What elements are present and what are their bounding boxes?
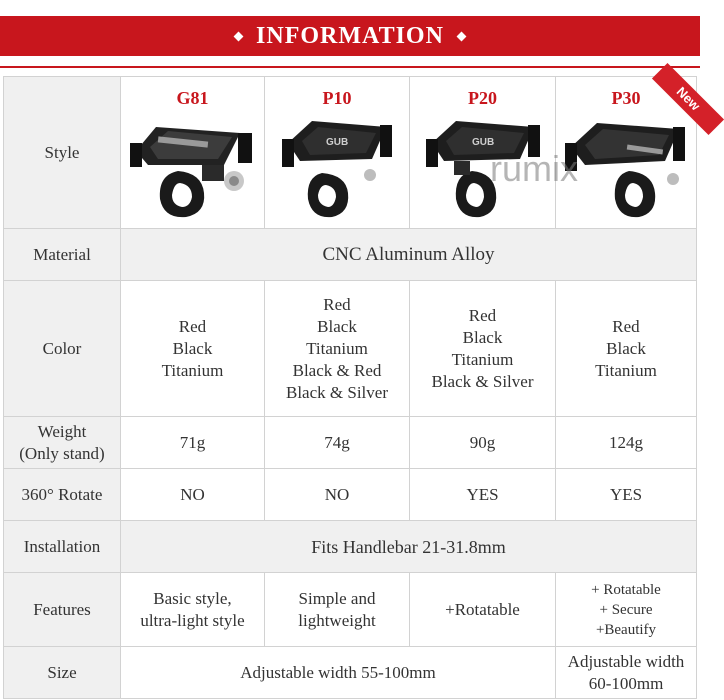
color-p30 [556, 281, 697, 417]
rotate-g81: NO [121, 469, 265, 521]
size-p30-line2: 60-100mm [588, 673, 664, 693]
color-option: Black & Red [292, 360, 382, 380]
new-badge [642, 74, 704, 132]
color-option: Black [317, 316, 357, 336]
size-p30-line1: Adjustable width [567, 651, 685, 671]
color-option: Titanium [306, 338, 368, 358]
color-p10 [265, 281, 410, 417]
weight-label-line1: Weight [37, 421, 87, 441]
feature-item: lightweight [298, 610, 376, 630]
color-option: Titanium [451, 349, 514, 369]
spec-table [3, 76, 697, 699]
features-p10 [265, 573, 410, 647]
new-badge-label: New [652, 63, 724, 135]
model-cell-g81 [121, 77, 265, 229]
style-label: Style [4, 77, 121, 229]
weight-g81: 71g [121, 417, 265, 469]
feature-item: + Rotatable [591, 581, 661, 598]
features-g81 [121, 573, 265, 647]
features-p30 [556, 573, 697, 647]
header-title: INFORMATION [256, 22, 444, 49]
rotate-p20: YES [410, 469, 556, 521]
color-option: Red [323, 294, 351, 314]
model-name-g81: G81 [176, 87, 209, 108]
installation-value: Fits Handlebar 21-31.8mm [121, 521, 697, 573]
color-option: Black [172, 338, 213, 358]
color-option: Red [178, 316, 207, 336]
feature-item: +Beautify [595, 621, 657, 638]
color-g81 [121, 281, 265, 417]
header-title-wrap [0, 16, 700, 56]
size-p30 [556, 647, 697, 699]
color-option: Black [606, 338, 646, 358]
color-option: Titanium [161, 360, 224, 380]
svg-text:GUB: GUB [326, 136, 349, 148]
installation-row [4, 521, 697, 573]
weight-p10: 74g [265, 417, 410, 469]
header-banner [0, 16, 700, 56]
model-name-p10: P10 [322, 87, 352, 108]
header-underline [0, 66, 700, 68]
phone-holder-g81-image [128, 113, 258, 223]
installation-label: Installation [4, 521, 121, 573]
weight-row [4, 417, 697, 469]
color-option: Black [462, 327, 503, 347]
model-cell-p10 [265, 77, 410, 229]
material-row [4, 229, 697, 281]
color-option: Titanium [595, 360, 657, 380]
phone-holder-p10-image [272, 113, 402, 223]
rotate-p30: YES [556, 469, 697, 521]
weight-label [4, 417, 121, 469]
style-row [4, 77, 697, 229]
rotate-row [4, 469, 697, 521]
color-option: Red [612, 316, 640, 336]
size-value: Adjustable width 55-100mm [121, 647, 556, 699]
color-label: Color [4, 281, 121, 417]
rotate-p10: NO [265, 469, 410, 521]
color-option: Black & Silver [431, 371, 534, 391]
weight-p30: 124g [556, 417, 697, 469]
feature-item: Basic style, [153, 588, 232, 608]
model-name-p20: P20 [468, 87, 497, 108]
diamond-left-icon [234, 31, 244, 41]
color-option: Red [468, 305, 497, 325]
material-value: CNC Aluminum Alloy [121, 229, 697, 281]
color-option: Black & Silver [286, 382, 388, 402]
size-row [4, 647, 697, 699]
weight-p20: 90g [410, 417, 556, 469]
features-label: Features [4, 573, 121, 647]
material-label: Material [4, 229, 121, 281]
size-label: Size [4, 647, 121, 699]
features-p20: +Rotatable [410, 573, 556, 647]
model-name-p30: P30 [611, 87, 641, 108]
diamond-right-icon [456, 31, 466, 41]
features-row [4, 573, 697, 647]
rotate-label: 360° Rotate [4, 469, 121, 521]
feature-item: Simple and [298, 588, 376, 608]
weight-label-line2: (Only stand) [19, 443, 105, 463]
svg-text:GUB: GUB [471, 136, 494, 148]
color-row [4, 281, 697, 417]
color-p20 [410, 281, 556, 417]
feature-item: + Secure [599, 601, 653, 618]
feature-item: ultra-light style [140, 610, 245, 630]
watermark-text: rumix [490, 148, 578, 189]
